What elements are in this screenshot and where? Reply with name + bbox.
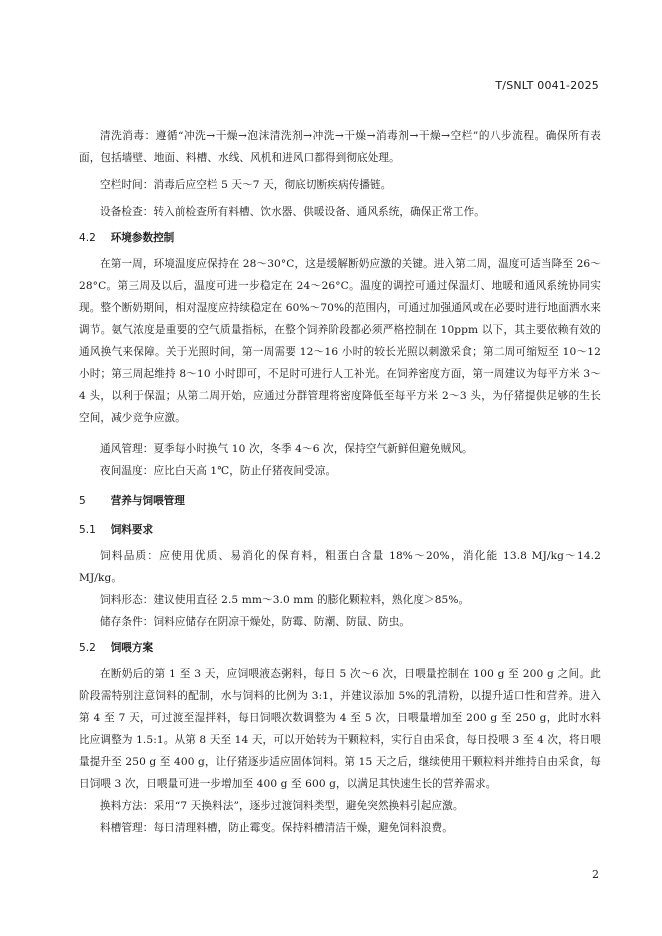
paragraph-night-temperature: 夜间温度：应比白天高 1℃，防止仔猪夜间受凉。 [100,465,337,477]
paragraph-equipment-check: 设备检查：转入前检查所有料槽、饮水器、供暖设备、通风系统，确保正常工作。 [100,206,485,218]
paragraph-feed-quality: 饲料品质：应使用优质、易消化的保育料，粗蛋白含量 18%～20%，消化能 13.8 MJ/kg～14.2 MJ/kg。 [79,550,601,584]
paragraph-trough-management: 料槽管理：每日清理料槽，防止霉变。保持料槽清洁干燥，避免饲料浪费。 [100,822,453,834]
heading-number: 5 [79,495,86,507]
document-code: T/SNLT 0041-2025 [495,79,599,92]
heading-5-1 [79,520,601,540]
heading-title: 饲料要求 [110,524,154,536]
heading-title: 环境参数控制 [110,232,175,244]
paragraph-empty-pen-time: 空栏时间：消毒后应空栏 5 天～7 天，彻底切断疾病传播链。 [100,179,392,191]
paragraph-cleaning-disinfection: 清洗消毒：遵循“冲洗→干燥→泡沫清洗剂→冲洗→干燥→消毒剂→干燥→空栏”的八步流程。确保所有表面，包括墙壁、地面、料槽、水线、风机和进风口都得到彻底处理。 [79,130,601,164]
heading-title: 饲喂方案 [110,642,154,654]
paragraph-environment-parameters: 在第一周，环境温度应保持在 28～30°C，这是缓解断奶应激的关键。进入第二周，温度可适当降至 26～28°C。第三周及以后，温度可进一步稳定在 24～26°C。温度的调控可通过保温灯、地暖和通风系统协同实现。整个断奶期间，相对湿度应持续稳定在 60%～70%的范围内，可通过加强通风或在必要时进行地面洒水来调节。氨气浓度是重要的空气质量指标，在整个饲养阶段都必须严格控制在 10ppm 以下，其主要依赖有效的通风换气来保障。关于光照时间，第一周需要 12～16 小时的较长光照以刺激采食；第二周可缩短至 10～12 小时；第三周起维持 8～10 小时即可，不足时可进行人工补光。在饲养密度方面，第一周建议为每平方米 3～4 头，以利于保温；从第二周开始，应通过分群管理将密度降低至每平方米 2～3 头，为仔猪提供足够的生长空间，减少竞争应激。 [79,258,601,424]
document-body [79,125,601,839]
heading-title: 营养与饲喂管理 [110,495,185,507]
paragraph-feed-form: 饲料形态：建议使用直径 2.5 mm～3.0 mm 的膨化颗粒料，熟化度＞85%。 [100,594,470,606]
heading-number: 5.2 [79,642,96,654]
heading-number: 4.2 [79,232,96,244]
page-number: 2 [592,868,599,881]
heading-5 [79,491,601,511]
heading-5-2 [79,638,601,658]
heading-number: 5.1 [79,524,96,536]
heading-4-2 [79,228,601,248]
paragraph-feeding-plan: 在断奶后的第 1 至 3 天，应饲喂液态粥料，每日 5 次～6 次，日喂量控制在 100 g 至 200 g 之间。此阶段需特别注意饲料的配制，水与饲料的比例为 3:1，并建议添加 5%的乳清粉，以提升适口性和营养。进入第 4 至 7 天，可过渡至湿拌料，每日饲喂次数调整为 4 至 5 次，日喂量增加至 200 g 至 250 g，此时水料比应调整为 1.5:1。从第 8 天至 14 天，可以开始转为干颗粒料，实行自由采食，每日投喂 3 至 4 次，将日喂量提升至 250 g 至 400 g，让仔猪逐步适应固体饲料。第 15 天之后，继续使用干颗粒料并维持自由采食，每日饲喂 3 次，日喂量可进一步增加至 400 g 至 600 g，以满足其快速生长的营养需求。 [79,668,601,790]
paragraph-ventilation-management: 通风管理：夏季每小时换气 10 次，冬季 4～6 次，保持空气新鲜但避免贼风。 [100,443,473,455]
paragraph-feed-change-method: 换料方法：采用“7 天换料法”，逐步过渡饲料类型，避免突然换料引起应激。 [100,800,464,812]
paragraph-storage-conditions: 储存条件：饲料应储存在阴凉干燥处，防霉、防潮、防鼠、防虫。 [100,616,411,628]
